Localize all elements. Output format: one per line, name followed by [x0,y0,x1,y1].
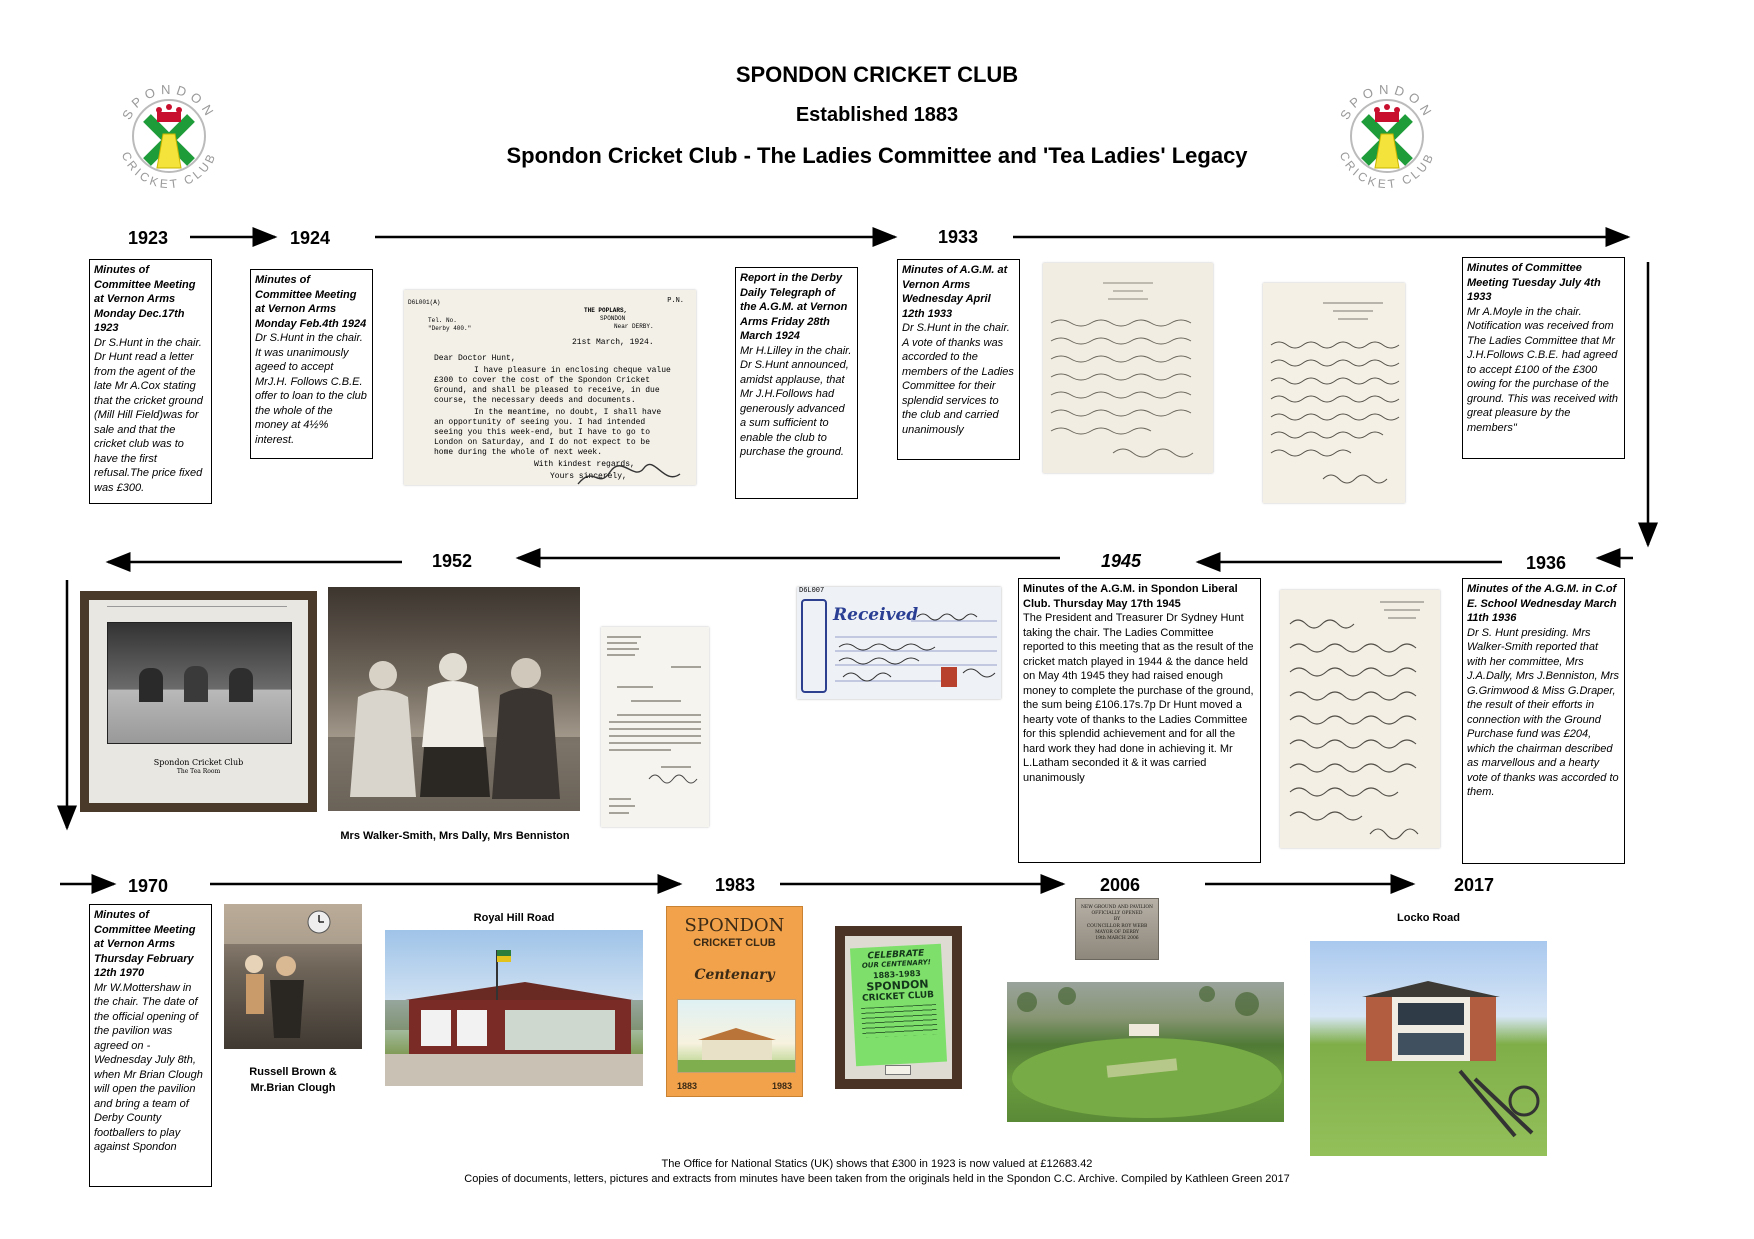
year-2006: 2006 [1100,875,1141,895]
receipt-received-word: Received [833,605,919,625]
svg-text:CRICKET CLUB: CRICKET CLUB [118,149,220,192]
clough-figures [224,904,362,1049]
agm-box-1945 [1018,578,1261,863]
aerial-ground-photo [1007,982,1284,1122]
ground-drawing [1007,982,1284,1122]
footer-valuation-note: The Office for National Statics (UK) shows that £300 in 1923 is now valued at £12683.42 [661,1158,1093,1170]
handwriting [1263,283,1405,503]
framed-subcaption: The Tea Room [176,768,221,775]
minutes-box-1923 [89,259,212,504]
page-title: SPONDON CRICKET CLUB [735,62,1019,87]
agm-heading: Minutes of A.G.M. at Vernon Arms Wednesday April 12th 1933 [902,264,1008,320]
centenary-programme: SPONDON CRICKET CLUB Centenary 1883 1983 [666,906,803,1097]
agm-body: Dr S. Hunt presiding. Mrs Walker-Smith reported that with her committee, Mrs J.A.Dally, Mrs J.Benniston, Mrs G.Grimwood & Miss G.Draper, the result of their efforts in connection with the Ground Purchase fund was £204, which the chairman described as marvellous and a hearty vote of thanks was accorded to them. [1467,626,1619,798]
signature [574,460,684,490]
minutes-box-1924 [250,269,373,459]
report-body: Mr H.Lilley in the chair. Dr S.Hunt announced, amidst applause, that Mr J.H.Follows had generously advanced a sum sufficient to enable the club to purchase the ground. [740,344,852,458]
follows-letter-1924: D6L001(A) P.N. Tel. No. "Derby 400." THE POPLARS, SPONDON Near DERBY. 21st March, 1924. Dear Doctor Hunt, I have pleasure in enclosing cheque value £300 to cover the cost of the Spondon Cricket Ground, and shall be pleased to receive, in due course, the necessary deeds and documents. In the meantime, no doubt, I shall have an opportunity of seeing you. I had intended seeing you this week-end, but I have to go to London on Saturday, and I do not expect to be home during the whole of next week. With kindest regards, Yours sincerely, [404,290,696,485]
clough-caption: Russell Brown & Mr.Brian Clough [249,1066,337,1094]
svg-text:SPONDON: SPONDON [118,81,220,123]
minutes-heading: Minutes of Committee Meeting at Vernon Arms Monday Feb.4th 1924 [255,274,367,330]
agm-box-1936 [1462,578,1625,864]
minutes-body: Dr S.Hunt in the chair. It was unanimously ageed to accept MrJ.H. Follows C.B.E. offer to loan to the club the whole of the money at 4½% interest. [255,332,367,446]
pavilion-drawing [1310,941,1547,1156]
locko-caption: Locko Road [1397,912,1460,924]
report-heading: Report in the Derby Daily Telegraph of the A.G.M. at Vernon Arms Friday 28th March 1924 [740,272,848,342]
clough-photo [224,904,362,1049]
year-1983: 1983 [715,875,756,895]
established-line: Established 1883 [795,104,959,126]
typed-letter-1945 [601,627,709,827]
year-1936: 1936 [1526,553,1567,573]
receipt-1945: D6L007 Received [797,587,1001,699]
committee-body: Mr A.Moyle in the chair. Notification was received from The Ladies Committee that Mr J.H.Follows C.B.E. had agreed to accept £100 of the £300 owing for the purchase of the ground. This was received with great pleasure by the members" [1467,305,1619,434]
minutes-body: Mr W.Mottershaw in the chair. The date of the official opening of the pavilion was agreed on - Wednesday July 8th, when Mr Brian Clough will open the pavilion and bring a team of Derby County footballers to play against Spondon [94,981,203,1153]
year-1945: 1945 [1101,551,1142,571]
locko-road-pavilion-photo [1310,941,1547,1156]
typed-lines [601,627,709,827]
year-2017: 2017 [1454,875,1495,895]
minutes-box-1970 [89,904,212,1187]
year-1923: 1923 [128,228,169,248]
handwriting [1043,263,1213,473]
centenary-poster: CELEBRATE OUR CENTENARY! 1883-1983 SPONDON CRICKET CLUB [835,926,962,1089]
ladies-silhouettes [328,587,580,811]
report-box-1924 [735,267,858,499]
page-subtitle: Spondon Cricket Club - The Ladies Committee and 'Tea Ladies' Legacy [506,143,1248,168]
committee-box-1933 [1462,257,1625,459]
agm-box-1933 [897,259,1020,460]
minutes-heading: Minutes of Committee Meeting at Vernon Arms Thursday February 12th 1970 [94,909,196,979]
opening-plaque-2006: NEW GROUND AND PAVILION OFFICIALLY OPENED BY COUNCILLOR ROY WEBB MAYOR OF DERBY 19th MARCH 2006 [1075,898,1159,960]
handwritten-letter-1936 [1280,590,1440,848]
minutes-heading: Minutes of Committee Meeting at Vernon Arms Monday Dec.17th 1923 [94,264,196,334]
agm-heading: Minutes of the A.G.M. in Spondon Liberal Club. Thursday May 17th 1945 [1023,583,1238,610]
receipt-lines [827,605,1001,695]
agm-body: Dr S.Hunt in the chair. A vote of thanks was accorded to the members of the Ladies Committee for their splendid services to the club and carried unanimously [902,322,1014,436]
framed-tea-room-photo [80,591,317,812]
year-1952: 1952 [432,551,473,571]
year-1933: 1933 [938,227,979,247]
royal-hill-pavilion-photo [385,930,643,1086]
svg-text:SPONDON: SPONDON [1336,81,1438,123]
handwritten-letter-1933b [1263,283,1405,503]
handwritten-letter-1933a [1043,263,1213,473]
committee-heading: Minutes of Committee Meeting Tuesday July 4th 1933 [1467,262,1601,303]
footer-credits: Copies of documents, letters, pictures and extracts from minutes have been taken from the originals held in the Spondon C.C. Archive. Compiled by Kathleen Green 2017 [464,1173,1290,1185]
ladies-caption: Mrs Walker-Smith, Mrs Dally, Mrs Benniston [340,830,570,842]
three-ladies-photo [328,587,580,811]
pavilion-drawing [385,930,643,1086]
framed-caption: Spondon Cricket Club [153,758,244,767]
agm-body: The President and Treasurer Dr Sydney Hunt taking the chair. The Ladies Committee reported to this meeting that as the result of the cricket match played in 1944 & the dance held on May 4th 1945 they had raised enough money to complete the purchase of the ground, the sum being £106.17s.7p Dr Hunt moved a hearty vote of thanks to the Ladies Committee for this splendid achievement and for all the hard work they had done in achieving it. Mr L.Latham seconded it & it was carried unanimously [1023,612,1254,784]
year-1924: 1924 [290,228,331,248]
minutes-body: Dr S.Hunt in the chair. Dr Hunt read a letter from the agent of the late Mr A.Cox stating that the cricket ground (Mill Hill Field)was for sale and that the cricket club was to have the first refusal.The price fixed was £300. [94,336,203,494]
year-1970: 1970 [128,876,169,896]
svg-text:CRICKET CLUB: CRICKET CLUB [1336,149,1438,192]
handwriting [1280,590,1440,848]
agm-heading: Minutes of the A.G.M. in C.of E. School Wednesday March 11th 1936 [1467,583,1617,624]
royal-hill-caption: Royal Hill Road [473,912,555,924]
